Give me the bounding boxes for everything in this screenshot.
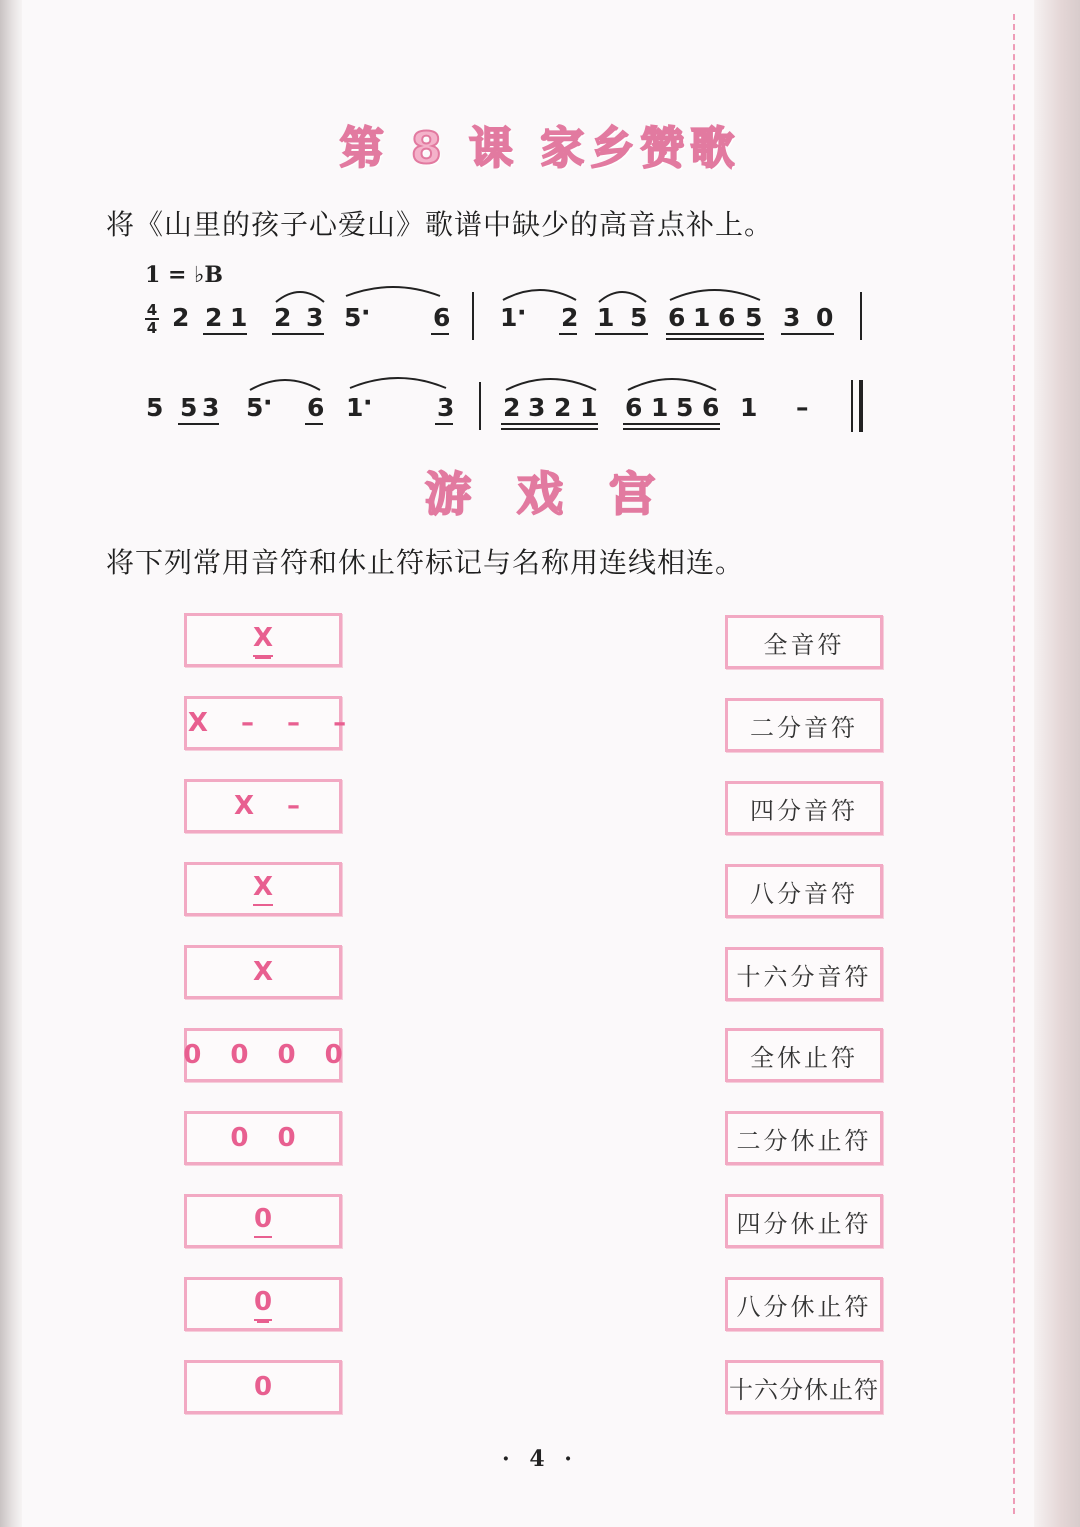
name-box[interactable] (725, 698, 883, 752)
score-note: 6 (433, 303, 451, 332)
score-lines (0, 0, 1080, 460)
score-dot: · (517, 298, 527, 327)
numbered-score (0, 0, 1080, 460)
score-note: 1 (500, 303, 518, 332)
symbol-box[interactable] (184, 696, 359, 750)
key-signature: 1 = ♭B (145, 262, 224, 288)
symbol-box[interactable] (184, 862, 342, 916)
sixteenth-rest-symbol: 0 (253, 1372, 273, 1402)
name-box[interactable] (725, 864, 883, 918)
time-signature-bottom: 4 (146, 319, 158, 337)
name-box[interactable] (725, 1194, 883, 1248)
whole-rest-symbol: 0 0 0 0 (183, 1040, 353, 1070)
name-box[interactable] (725, 781, 883, 835)
name-box[interactable] (725, 1028, 883, 1082)
name-label: 八分休止符 (736, 1292, 872, 1321)
score-dot: · (263, 388, 273, 417)
score-note: 5 (180, 393, 198, 422)
symbol-box[interactable] (184, 613, 342, 667)
score-note: 0 (816, 303, 834, 332)
score-note: 5 (630, 303, 648, 332)
score-note: 2 (172, 303, 190, 332)
symbol-box[interactable] (184, 1277, 342, 1331)
score-note: 3 (306, 303, 324, 332)
name-label: 全休止符 (750, 1043, 858, 1072)
name-label: 二分音符 (750, 713, 858, 742)
instruction-match: 将下列常用音符和休止符标记与名称用连线相连。 (106, 546, 745, 579)
half-note-symbol: X – (233, 791, 313, 821)
score-note: 2 (561, 303, 579, 332)
score-dot: · (361, 298, 371, 327)
score-note: 5 (344, 303, 362, 332)
name-box[interactable] (725, 615, 883, 669)
symbol-box[interactable] (184, 1194, 342, 1248)
score-note: 6 (307, 393, 325, 422)
score-dash: – (796, 393, 809, 422)
instruction-fill-dots: 将《山里的孩子心爱山》歌谱中缺少的高音点补上。 (106, 208, 774, 241)
half-rest-symbol: 0 0 (230, 1123, 306, 1153)
name-label: 十六分休止符 (729, 1375, 879, 1404)
symbol-box[interactable] (184, 945, 342, 999)
name-label: 四分休止符 (736, 1209, 872, 1238)
score-note: 5 (146, 393, 164, 422)
score-note: 1 (693, 303, 711, 332)
score-note: 1 (580, 393, 598, 422)
score-note: 5 (745, 303, 763, 332)
name-label: 八分音符 (750, 879, 858, 908)
score-note: 6 (718, 303, 736, 332)
quarter-rest-symbol: 0 (254, 1204, 272, 1238)
score-note: 1 (651, 393, 669, 422)
whole-note-symbol: X – – – (187, 708, 359, 738)
game-section-title: 游戏宫 (425, 467, 701, 521)
score-note: 6 (668, 303, 686, 332)
name-label: 十六分音符 (736, 962, 872, 991)
score-note: 2 (554, 393, 572, 422)
score-note: 5 (246, 393, 264, 422)
symbol-box[interactable] (183, 1028, 353, 1082)
name-label: 四分音符 (750, 796, 858, 825)
score-note: 2 (503, 393, 521, 422)
name-box[interactable] (725, 1360, 883, 1414)
symbol-box[interactable] (184, 1111, 342, 1165)
symbol-box[interactable] (184, 779, 342, 833)
score-note: 3 (783, 303, 801, 332)
score-dot: · (363, 388, 373, 417)
score-note: 5 (676, 393, 694, 422)
quarter-note-symbol: X (252, 957, 274, 987)
eighth-rest-symbol: 0 (254, 1287, 272, 1321)
score-note: 1 (740, 393, 758, 422)
score-note: 6 (625, 393, 643, 422)
score-note: 6 (702, 393, 720, 422)
name-box[interactable] (725, 1111, 883, 1165)
name-label: 二分休止符 (736, 1126, 872, 1155)
symbol-box[interactable] (184, 1360, 342, 1414)
score-note: 2 (205, 303, 223, 332)
score-note: 3 (437, 393, 455, 422)
page-number: · 4 · (502, 1446, 578, 1472)
score-note: 1 (597, 303, 615, 332)
name-box[interactable] (725, 1277, 883, 1331)
time-signature-top: 4 (146, 301, 158, 319)
score-note: 2 (274, 303, 292, 332)
score-note: 1 (230, 303, 248, 332)
score-note: 1 (346, 393, 364, 422)
name-box[interactable] (725, 947, 883, 1001)
eighth-note-symbol-single: X (253, 872, 273, 906)
lesson-title: 第 8 课 家乡赞歌 (339, 123, 741, 174)
name-label: 全音符 (763, 630, 845, 659)
score-note: 3 (202, 393, 220, 422)
score-note: 3 (528, 393, 546, 422)
eighth-note-symbol: X (253, 623, 273, 657)
